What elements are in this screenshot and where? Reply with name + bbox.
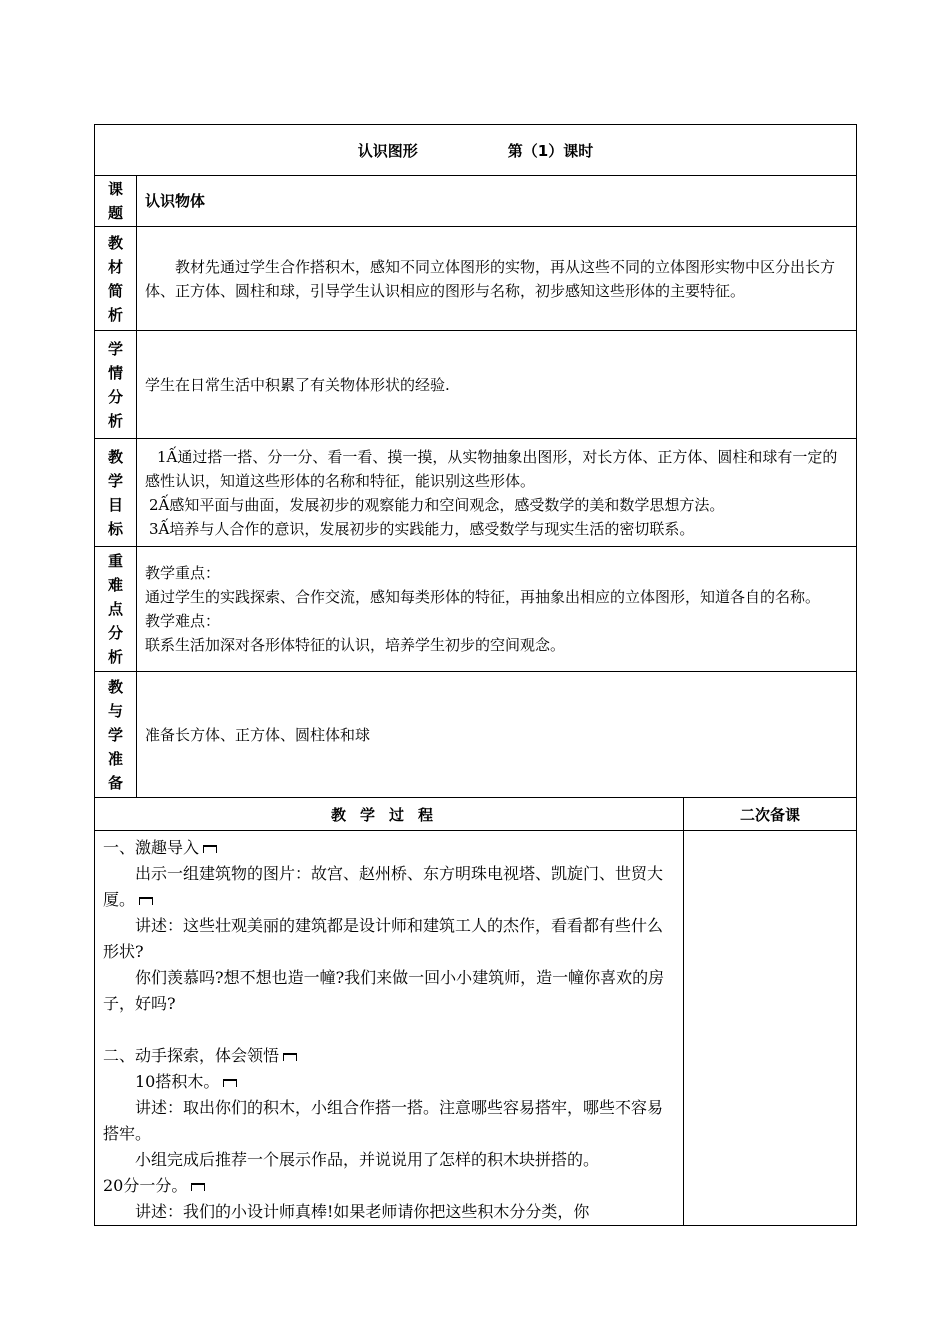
revision-mark-icon <box>191 1183 205 1191</box>
process-paragraph: 20分一分。 <box>103 1173 675 1199</box>
lesson-plan-table <box>94 124 857 1226</box>
revision-mark-icon <box>139 897 153 905</box>
process-paragraph: 10搭积木。 <box>103 1069 675 1095</box>
process-paragraph: 你们羡慕吗?想不想也造一幢?我们来做一回小小建筑师，造一幢你喜欢的房子，好吗? <box>103 968 665 1013</box>
revision-mark-icon <box>283 1053 297 1061</box>
topic-row <box>95 176 857 227</box>
material-text: 教材先通过学生合作搭积木，感知不同立体图形的实物，再从这些不同的立体图形实物中区分出长方体、正方体、圆柱和球，引导学生认识相应的图形与名称，初步感知这些形体的主要特征。 <box>145 257 836 300</box>
keypoints-row <box>95 547 857 672</box>
students-label: 学 情 分 析 <box>95 331 137 439</box>
topic-label: 课 题 <box>95 176 137 227</box>
key-text: 通过学生的实践探索、合作交流，感知每类形体的特征，再抽象出相应的立体图形，知道各自的名称。 <box>145 588 821 606</box>
process-header: 教学过程 <box>95 798 684 831</box>
topic-value: 认识物体 <box>137 176 857 227</box>
students-text: 学生在日常生活中积累了有关物体形状的经验. <box>137 331 857 439</box>
prep-label: 教 与 学 准 备 <box>95 672 137 798</box>
key-title: 教学重点： <box>145 564 221 582</box>
revision-mark-icon <box>223 1079 237 1087</box>
goals-list <box>137 439 857 547</box>
prep-text: 准备长方体、正方体、圆柱体和球 <box>137 672 857 798</box>
process-row <box>95 831 857 1226</box>
goals-row <box>95 439 857 547</box>
material-row <box>95 227 857 331</box>
section-heading: 一、激趣导入 <box>103 835 675 861</box>
revision-mark-icon <box>203 845 217 853</box>
keypoints-content <box>137 547 857 672</box>
section-heading: 二、动手探索，体会领悟 <box>103 1043 675 1069</box>
period-title: 第（1）课时 <box>507 141 594 160</box>
material-label: 教 材 简 析 <box>95 227 137 331</box>
process-paragraph: 讲述：这些壮观美丽的建筑都是设计师和建筑工人的杰作，看看都有些什么形状? <box>103 916 664 961</box>
keypoints-label: 重 难 点 分 析 <box>95 547 137 672</box>
notes-cell[interactable] <box>684 831 857 1226</box>
process-paragraph: 讲述：取出你们的积木，小组合作搭一搭。注意哪些容易搭牢，哪些不容易搭牢。 <box>103 1098 664 1143</box>
process-paragraph: 讲述：我们的小设计师真棒!如果老师请你把这些积木分分类，你 <box>135 1202 590 1221</box>
process-paragraph: 小组完成后推荐一个展示作品，并说说用了怎样的积木块拼搭的。 <box>135 1150 600 1169</box>
process-content <box>95 831 684 1226</box>
goal-item: 2Ấ感知平面与曲面，发展初步的观察能力和空间观念，感受数学的美和数学思想方法。 <box>149 495 725 514</box>
process-paragraph: 出示一组建筑物的图片：故宫、赵州桥、东方明珠电视塔、凯旋门、世贸大厦。 <box>103 864 664 909</box>
difficulty-text: 联系生活加深对各形体特征的认识，培养学生初步的空间观念。 <box>145 636 566 654</box>
unit-title: 认识图形 <box>357 141 418 160</box>
prep-row <box>95 672 857 798</box>
difficulty-title: 教学难点： <box>145 612 221 630</box>
goals-label: 教 学 目 标 <box>95 439 137 547</box>
goal-item: 3Ấ培养与人合作的意识，发展初步的实践能力，感受数学与现实生活的密切联系。 <box>149 519 695 538</box>
title-row <box>95 125 857 176</box>
students-row <box>95 331 857 439</box>
notes-header: 二次备课 <box>684 798 857 831</box>
material-text-cell <box>137 227 857 331</box>
process-header-row <box>95 798 857 831</box>
goal-item: 1Ấ通过搭一搭、分一分、看一看、摸一摸，从实物抽象出图形，对长方体、正方体、圆柱和球有一定的感性认识，知道这些形体的名称和特征，能识别这些形体。 <box>145 447 838 490</box>
lesson-title <box>95 125 857 176</box>
